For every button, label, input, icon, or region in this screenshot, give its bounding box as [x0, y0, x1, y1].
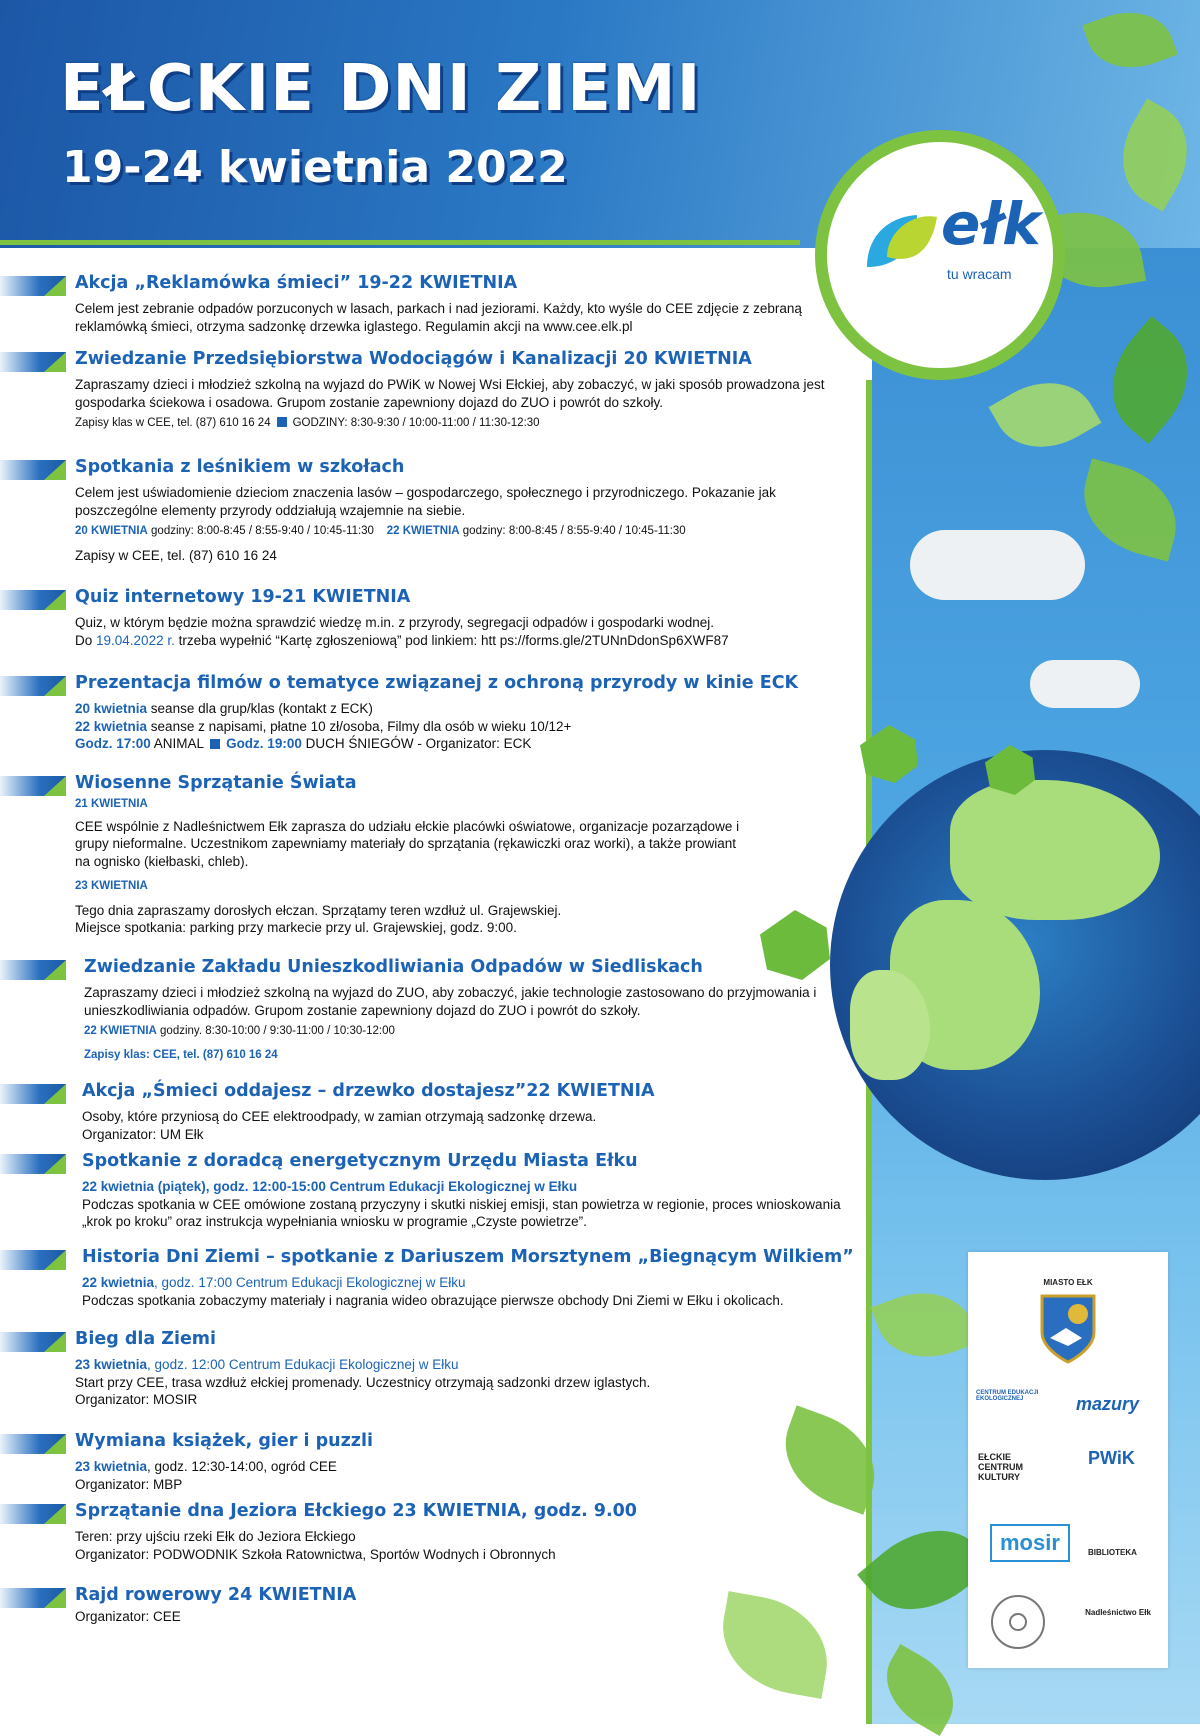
event-text: Celem jest zebranie odpadów porzuconych w lasach, parkach i nad jeziorami. Każdy, kto wyśle do CEE zdjęcie z zebraną reklamówką śmieci, otrzyma sadzonkę drzewka iglastego. Regulamin akcji na www.cee.elk.pl: [75, 301, 802, 334]
square-bullet-icon: [277, 417, 287, 427]
event-item: [0, 1246, 870, 1328]
event-row-text: DUCH ŚNIEGÓW - Organizator: ECK: [301, 736, 532, 751]
event-text: Zapraszamy dzieci i młodzież szkolną na wyjazd do ZUO, aby zobaczyć, jakie technologie zastosowano do przyjmowania i unieszkodliwiania odpadów. Grupom zostanie zapewniony dojazd do ZUO i powrót do szkoły.: [84, 985, 817, 1018]
event-item: [0, 672, 870, 772]
header-green-line: [0, 240, 800, 245]
event-subtitle: 22 kwietnia (piątek), godz. 12:00-15:00 Centrum Edukacji Ekologicznej w Ełku: [82, 1179, 578, 1194]
event-hours-2: godziny: 8:00-8:45 / 8:55-9:40 / 10:45-11:30: [459, 525, 686, 537]
event-subtitle-text: , godz. 12:30-14:00, ogród CEE: [147, 1459, 337, 1474]
event-title: Akcja „Śmieci oddajesz – drzewko dostajesz”22 KWIETNIA: [82, 1081, 655, 1101]
event-title: Historia Dni Ziemi – spotkanie z Dariuszem Morsztynem „Biegnącym Wilkiem”: [82, 1247, 854, 1267]
event-title: Wiosenne Sprzątanie Świata: [75, 773, 357, 793]
event-date: 20 KWIETNIA: [75, 525, 148, 537]
event-time: Godz. 17:00: [75, 736, 151, 751]
event-hours-text: godziny. 8:30-10:00 / 9:30-11:00 / 10:30-12:00: [156, 1025, 395, 1037]
cloud-shape: [910, 530, 1085, 600]
event-note: Zapisy w CEE, tel. (87) 610 16 24: [75, 547, 277, 563]
event-marker-icon: [0, 352, 66, 372]
event-row-text: ANIMAL: [150, 736, 205, 751]
event-item: [0, 586, 870, 672]
event-subtitle: [75, 1458, 860, 1476]
event-marker-icon: [0, 276, 66, 296]
event-item: [0, 1430, 870, 1500]
event-note-hours: GODZINY: 8:30-9:30 / 10:00-11:00 / 11:30-12:30: [292, 417, 540, 429]
sponsor-mosir: mosir: [990, 1524, 1070, 1562]
event-date: 20 kwietnia: [75, 701, 148, 716]
sponsor-pwik: PWiK: [1088, 1448, 1135, 1468]
event-item: [0, 772, 870, 956]
sponsor-cee: CENTRUM EDUKACJI EKOLOGICZNEJ: [976, 1390, 1039, 1402]
event-text: Osoby, które przyniosą do CEE elektroodpady, w zamian otrzymają sadzonkę drzewa.: [82, 1109, 597, 1124]
event-title: Zwiedzanie Przedsiębiorstwa Wodociągów i Kanalizacji 20 KWIETNIA: [75, 349, 752, 369]
sponsors-box: [968, 1252, 1168, 1668]
event-time: Godz. 19:00: [226, 736, 302, 751]
bird-icon: [857, 197, 947, 287]
event-date: 22 kwietnia: [82, 1275, 155, 1290]
event-subtitle-text: , godz. 12:00 Centrum Edukacji Ekologicznej w Ełku: [147, 1357, 459, 1372]
event-item: [0, 348, 870, 456]
event-text: Podczas spotkania w CEE omówione zostaną przyczyny i skutki niskiej emisji, stan powietrza w regionie, proces wnioskowania „krok po kroku” oraz instrukcja wypełniania wniosku w programie „Czyste powietrze”.: [82, 1196, 841, 1229]
event-date: 22 KWIETNIA: [386, 525, 460, 537]
event-organizer: Organizator: PODWODNIK Szkoła Ratownictwa, Sportów Wodnych i Obronnych: [75, 1546, 556, 1562]
event-row: [75, 700, 860, 718]
event-text: Quiz, w którym będzie można sprawdzić wiedzę m.in. z przyrody, segregacji odpadów i gospodarki wodnej.: [75, 615, 715, 630]
logo-slogan: tu wracam: [947, 266, 1012, 282]
event-marker-icon: [0, 590, 66, 610]
event-marker-icon: [0, 960, 66, 980]
event-marker-icon: [0, 1504, 66, 1524]
event-marker-icon: [0, 1434, 66, 1454]
event-text: Tego dnia zapraszamy dorosłych ełczan. Sprzątamy teren wzdłuż ul. Grajewskiej.: [75, 902, 562, 918]
sponsor-ekomazury: mazury: [1076, 1394, 1140, 1414]
event-text: Celem jest uświadomienie dzieciom znaczenia lasów – gospodarczego, społecznego i przyrodniczego. Pokazanie jak poszczególne elementy przyrody oddziałują wzajemnie na siebie.: [75, 485, 776, 518]
event-text: Podczas spotkania zobaczymy materiały i nagrania wideo obrazujące pierwsze obchody Dni Ziemi w Ełku i okolicach.: [82, 1292, 784, 1308]
event-date: 23 kwietnia: [75, 1357, 148, 1372]
event-text: Teren: przy ujściu rzeki Ełk do Jeziora Ełckiego: [75, 1529, 356, 1544]
events-list: [0, 262, 870, 1634]
event-row: [75, 735, 860, 753]
event-marker-icon: [0, 460, 66, 480]
event-note-contact: Zapisy klas w CEE, tel. (87) 610 16 24: [75, 417, 271, 429]
event-title: Prezentacja filmów o tematyce związanej z ochroną przyrody w kinie ECK: [75, 673, 799, 693]
event-hours: [75, 523, 860, 541]
event-organizer: Organizator: UM Ełk: [82, 1126, 204, 1142]
event-title: Quiz internetowy 19-21 KWIETNIA: [75, 587, 411, 607]
event-date: 22 KWIETNIA: [84, 1025, 157, 1037]
event-text: Zapraszamy dzieci i młodzież szkolną na wyjazd do PWiK w Nowej Wsi Ełckiej, aby zobaczyć, w jaki sposób prowadzona jest gospodarka ściekowa i osadowa. Grupom zostanie zapewniony dojazd do ZUO i powrót do szkoły.: [75, 377, 825, 410]
event-text-post: trzeba wypełnić “Kartę zgłoszeniową” pod linkiem: htt ps://forms.gle/2TUNnDdonSp6XWF87: [174, 632, 729, 648]
sponsor-nadlesnictwo: Nadleśnictwo Ełk: [1085, 1608, 1151, 1617]
event-marker-icon: [0, 1332, 66, 1352]
event-subtitle: [75, 1356, 860, 1374]
event-item: [0, 956, 870, 1080]
city-crest-icon: [1038, 1292, 1098, 1364]
event-subtitle: [82, 1274, 860, 1292]
event-text-pre: Do: [75, 632, 97, 648]
event-item: [0, 1328, 870, 1430]
event-note: Zapisy klas: CEE, tel. (87) 610 16 24: [84, 1048, 278, 1061]
event-item: [0, 272, 870, 348]
event-date: 19.04.2022 r.: [96, 632, 175, 648]
event-hours-1: godziny: 8:00-8:45 / 8:55-9:40 / 10:45-11:30: [147, 525, 374, 537]
event-title: Bieg dla Ziemi: [75, 1329, 217, 1349]
event-item: [0, 1584, 870, 1634]
event-date: 22 kwietnia: [75, 718, 148, 734]
cloud-shape: [1030, 660, 1140, 708]
diving-school-seal-icon: [988, 1592, 1048, 1652]
event-item: [0, 1080, 870, 1150]
event-marker-icon: [0, 776, 66, 796]
square-bullet-icon: [210, 739, 220, 749]
event-title: Akcja „Reklamówka śmieci” 19-22 KWIETNIA: [75, 273, 518, 293]
page-dates: 19-24 kwietnia 2022: [62, 142, 568, 193]
event-item: [0, 456, 870, 586]
event-text: Miejsce spotkania: parking przy markecie przy ul. Grajewskiej, godz. 9:00.: [75, 920, 517, 935]
event-title: Sprzątanie dna Jeziora Ełckiego 23 KWIETNIA, godz. 9.00: [75, 1501, 637, 1521]
event-organizer: Organizator: MOSIR: [75, 1392, 198, 1407]
sponsor-city-label: MIASTO EŁK: [1043, 1278, 1093, 1287]
event-item: [0, 1500, 870, 1584]
event-organizer: Organizator: MBP: [75, 1476, 183, 1492]
event-title: Wymiana książek, gier i puzzli: [75, 1431, 373, 1451]
event-hours: [84, 1023, 860, 1041]
event-date: 23 kwietnia: [75, 1459, 148, 1474]
event-item: [0, 1150, 870, 1246]
event-date: 23 KWIETNIA: [75, 880, 148, 892]
logo-wordmark: ełk: [941, 190, 1041, 258]
event-title: Spotkanie z doradcą energetycznym Urzędu Miasta Ełku: [82, 1151, 638, 1171]
event-marker-icon: [0, 1154, 66, 1174]
event-note: [75, 415, 860, 433]
event-link-line: [75, 632, 860, 650]
event-row-text: seanse z napisami, płatne 10 zł/osoba, Filmy dla osób w wieku 10/12+: [147, 718, 572, 734]
event-text: Start przy CEE, trasa wzdłuż ełckiej promenady. Uczestnicy otrzymają sadzonki drzew iglastych.: [75, 1374, 651, 1390]
event-marker-icon: [0, 1250, 66, 1270]
sponsor-mbp: BIBLIOTEKA: [1088, 1548, 1137, 1557]
page-title: EŁCKIE DNI ZIEMI: [60, 52, 702, 126]
event-text: CEE wspólnie z Nadleśnictwem Ełk zaprasza do udziału ełckie placówki oświatowe, organizacje pozarządowe i grupy nieformalne. Uczestnikom zapewniamy materiały do sprzątania (rękawiczki oraz worki), a także prowiant na ognisko (kiełbaski, chleb).: [75, 818, 740, 869]
event-subtitle-text: , godz. 17:00 Centrum Edukacji Ekologicznej w Ełku: [154, 1275, 466, 1290]
event-marker-icon: [0, 676, 66, 696]
event-marker-icon: [0, 1084, 66, 1104]
event-row: [75, 718, 860, 736]
event-title: Zwiedzanie Zakładu Unieszkodliwiania Odpadów w Siedliskach: [84, 957, 703, 977]
sponsor-eck: EŁCKIE CENTRUM KULTURY: [978, 1452, 1023, 1482]
event-date: 21 KWIETNIA: [75, 798, 148, 810]
event-marker-icon: [0, 1588, 66, 1608]
event-title: Rajd rowerowy 24 KWIETNIA: [75, 1585, 357, 1605]
event-organizer: Organizator: CEE: [75, 1609, 181, 1624]
event-row-text: seanse dla grup/klas (kontakt z ECK): [147, 701, 373, 716]
event-title: Spotkania z leśnikiem w szkołach: [75, 457, 405, 477]
